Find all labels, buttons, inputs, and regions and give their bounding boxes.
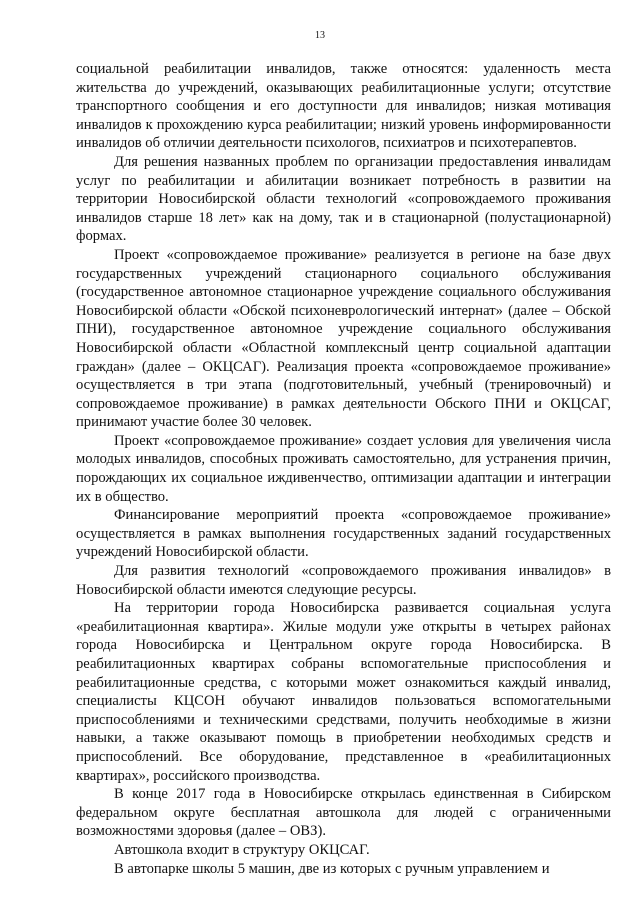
paragraph-continuation: социальной реабилитации инвалидов, также относятся: удаленность места жительства до учреждений, оказывающих реабилитационные услуги; отсутствие транспортного сообщения и его доступности для инвалидов; низкая мотивация инвалидов к прохождению курса реабилитации; низкий уровень информированности инвалидов об отличии деятельности психологов, психиатров и психотерапевтов. <box>76 61 611 152</box>
paragraph: В конце 2017 года в Новосибирске открылась единственная в Сибирском федеральном округе бесплатная автошкола для людей с ограниченными возможностями здоровья (далее – ОВЗ). <box>76 786 611 840</box>
paragraph: Финансирование мероприятий проекта «сопровождаемое проживание» осуществляется в рамках выполнения государственных заданий государственных учреждений Новосибирской области. <box>76 507 611 561</box>
paragraph: В автопарке школы 5 машин, две из которых с ручным управлением и <box>114 860 550 877</box>
paragraph: Проект «сопровождаемое проживание» реализуется в регионе на базе двух государственных учреждений стационарного социального обслуживания (государственное автономное стационарное учреждение социального обслуживания Новосибирской области «Обской психоневрологический интернат» (далее – Обской ПНИ), государственное автономное учреждение социального обслуживания Новосибирской области «Областной комплексный центр социальной адаптации граждан» (далее – ОКЦСАГ). Реализация проекта «сопровождаемое проживание» осуществляется в три этапа (подготовительный, учебный (тренировочный) и сопровождаемое проживание) в рамках деятельности Обского ПНИ и ОКЦСАГ, принимают участие более 30 человек. <box>76 246 611 431</box>
page-number: 13 <box>315 30 325 41</box>
paragraph: Проект «сопровождаемое проживание» создает условия для увеличения числа молодых инвалидов, способных проживать самостоятельно, для устранения причин, порождающих их социальное иждивенчество, оптимизации адаптации и интеграции их в общество. <box>76 432 611 505</box>
body-text <box>76 60 611 878</box>
paragraph: Для развития технологий «сопровождаемого проживания инвалидов» в Новосибирской области имеются следующие ресурсы. <box>76 563 611 598</box>
paragraph: Для решения названных проблем по организации предоставления инвалидам услуг по реабилитации и абилитации возникает потребность в развитии на территории Новосибирской области технологий «сопровождаемого проживания инвалидов старше 18 лет» как на дому, так и в стационарной (полустационарной) формах. <box>76 153 611 245</box>
paragraph: На территории города Новосибирска развивается социальная услуга «реабилитационная квартира». Жилые модули уже открыты в четырех районах города Новосибирска и Центральном округе города Новосибирска. В реабилитационных квартирах собраны вспомогательные приспособления и реабилитационные средства, с которыми может ознакомиться каждый инвалид, специалисты КЦСОН обучают инвалидов пользоваться вспомогательными приспособлениями и техническими средствами, получить необходимые в жизни навыки, а также оказывают помощь в приобретении необходимых средств и приспособлений. Все оборудование, представленное в «реабилитационных квартирах», российского производства. <box>76 600 611 784</box>
paragraph: Автошкола входит в структуру ОКЦСАГ. <box>114 841 370 858</box>
